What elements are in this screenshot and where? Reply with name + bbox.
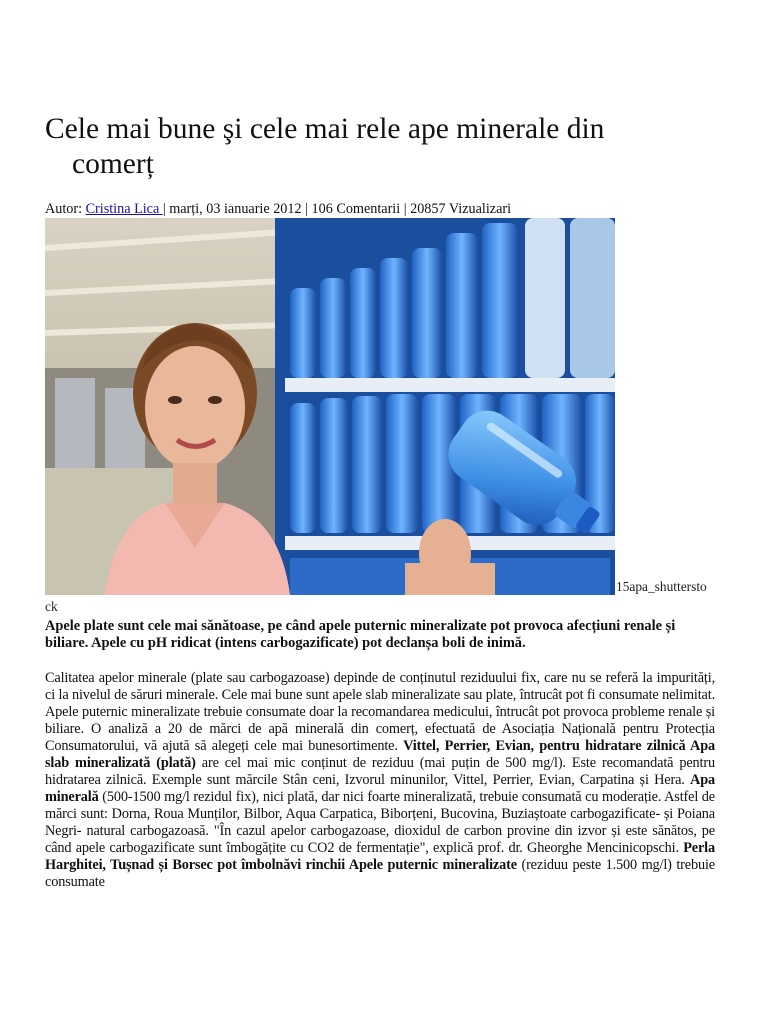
image-caption-part1: 15apa_shuttersto (616, 579, 707, 594)
body-bold-3: Perla Harghitei, Tușnad și Borsec pot îmbolnăvi rinchii Apele puternic mineralizate (45, 840, 715, 873)
image-caption-part2: ck (45, 599, 58, 614)
article-title-line2: comerț (72, 148, 154, 180)
byline-prefix: Autor: (45, 201, 86, 217)
body-text-2: are cel mai mic conținut de reziduu (mai puțin de 500 mg/l). Este recomandată pentru hidratarea zilnică. Exemple sunt mărcile Stân ceni, Izvorul minunilor, Vittel, Perrier, Evian, Carpatina și Hera. (45, 755, 715, 788)
body-text-4: (reziduu peste 1.500 mg/l) trebuie consumate (45, 857, 715, 890)
article-title-line1: Cele mai bune şi cele mai rele ape minerale din (45, 113, 605, 145)
byline (45, 201, 511, 218)
body-text-3: (500-1500 mg/l rezidul fix), nici plată, dar nici foarte mineralizată, trebuie consumată cu moderație. Astfel de mărci sunt: Dorna, Roua Munților, Bilbor, Aqua Carpatica, Biborțeni, Bucovina, Buziaștoate carbogazificate- și Poiana Negri- natural carbogazoasă. "În cazul apelor carbogazoase, dioxidul de carbon provine din izvor și este sănătos, pe când apele carbogazificate sunt îmbogățite cu CO2 de fermentație", explică prof. dr. Gheorghe Mencinicopschi. (45, 789, 715, 856)
article-title (45, 112, 695, 182)
body-bold-1: Vittel, Perrier, Evian, pentru hidratare zilnică Apa slab mineralizată (plată) (45, 738, 715, 771)
photo-woman-water-bottles (45, 218, 615, 595)
article-body (45, 670, 715, 891)
body-bold-2: Apa minerală (45, 772, 715, 805)
article-photo (45, 218, 615, 595)
author-link[interactable]: Cristina Lica (85, 201, 163, 217)
body-text-1: Calitatea apelor minerale (plate sau carbogazoase) depinde de conținutul reziduului fix, care nu se referă la impurități, ci la nivelul de săruri minerale. Cele mai bune sunt apele slab mineralizate sau plate, întrucât pot fi consumate nelimitat. Apele puternic mineralizate trebuie consumate doar la recomandarea medicului, întrucât pot provoca probleme renale și biliare. O analiză a 20 de mărci de apă minerală din comerț, efectuată de Asociația Națională pentru Protecția Consumatorului, vă ajută să alegeți cele mai bunesortimente. (45, 670, 715, 754)
byline-meta: | marți, 03 ianuarie 2012 | 106 Comentarii | 20857 Vizualizari (162, 201, 512, 217)
article-lead: Apele plate sunt cele mai sănătoase, pe când apele puternic mineralizate pot provoca afecțiuni renale și biliare. Apele cu pH ridicat (intens carbogazificate) pot declanșa boli de inimă. (45, 618, 676, 651)
